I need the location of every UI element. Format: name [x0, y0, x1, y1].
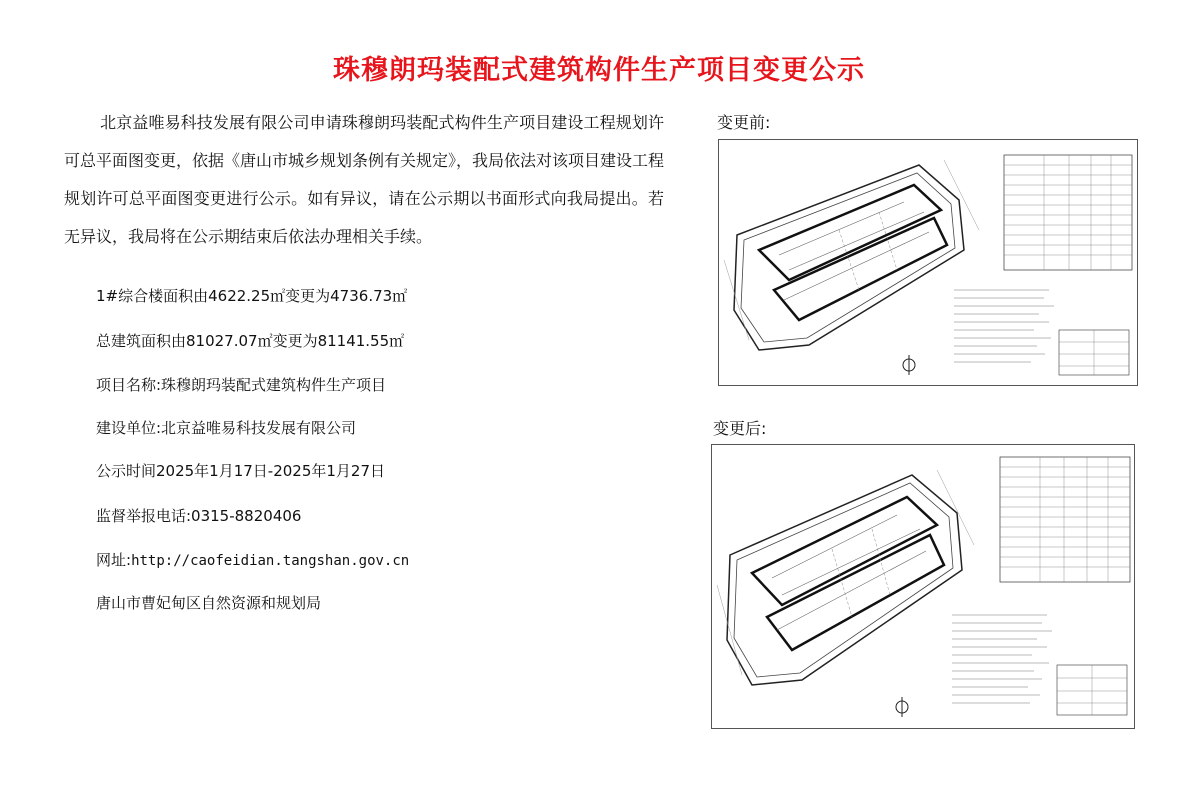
website [96, 549, 409, 570]
plan-after-image [711, 444, 1135, 729]
report-phone: 监督举报电话:0315-8820406 [96, 507, 302, 525]
area-line-2: 总建筑面积由81027.07㎡变更为81141.55㎡ [96, 332, 405, 350]
website-prefix: 网址: [96, 551, 132, 569]
before-label: 变更前: [717, 113, 771, 132]
website-link[interactable]: http://caofeidian.tangshan.gov.cn [131, 553, 410, 569]
notice-paragraph [64, 104, 664, 256]
notice-paragraph-text: 北京益唯易科技发展有限公司申请珠穆朗玛装配式构件生产项目建设工程规划许可总平面图变更，依据《唐山市城乡规划条例有关规定》，我局依法对该项目建设工程规划许可总平面图变更进行公示。如有异议，请在公示期以书面形式向我局提出。若无异议，我局将在公示期结束后依法办理相关手续。 [64, 113, 665, 246]
notice-title: 珠穆朗玛装配式建筑构件生产项目变更公示 [333, 55, 865, 86]
builder: 建设单位:北京益唯易科技发展有限公司 [96, 419, 357, 437]
after-label: 变更后: [713, 419, 767, 438]
area-line-1: 1#综合楼面积由4622.25㎡变更为4736.73㎡ [96, 287, 408, 305]
authority: 唐山市曹妃甸区自然资源和规划局 [96, 594, 322, 612]
publicity-period: 公示时间2025年1月17日-2025年1月27日 [96, 462, 386, 480]
plan-before-image [718, 139, 1138, 386]
project-name: 项目名称:珠穆朗玛装配式建筑构件生产项目 [96, 376, 387, 394]
